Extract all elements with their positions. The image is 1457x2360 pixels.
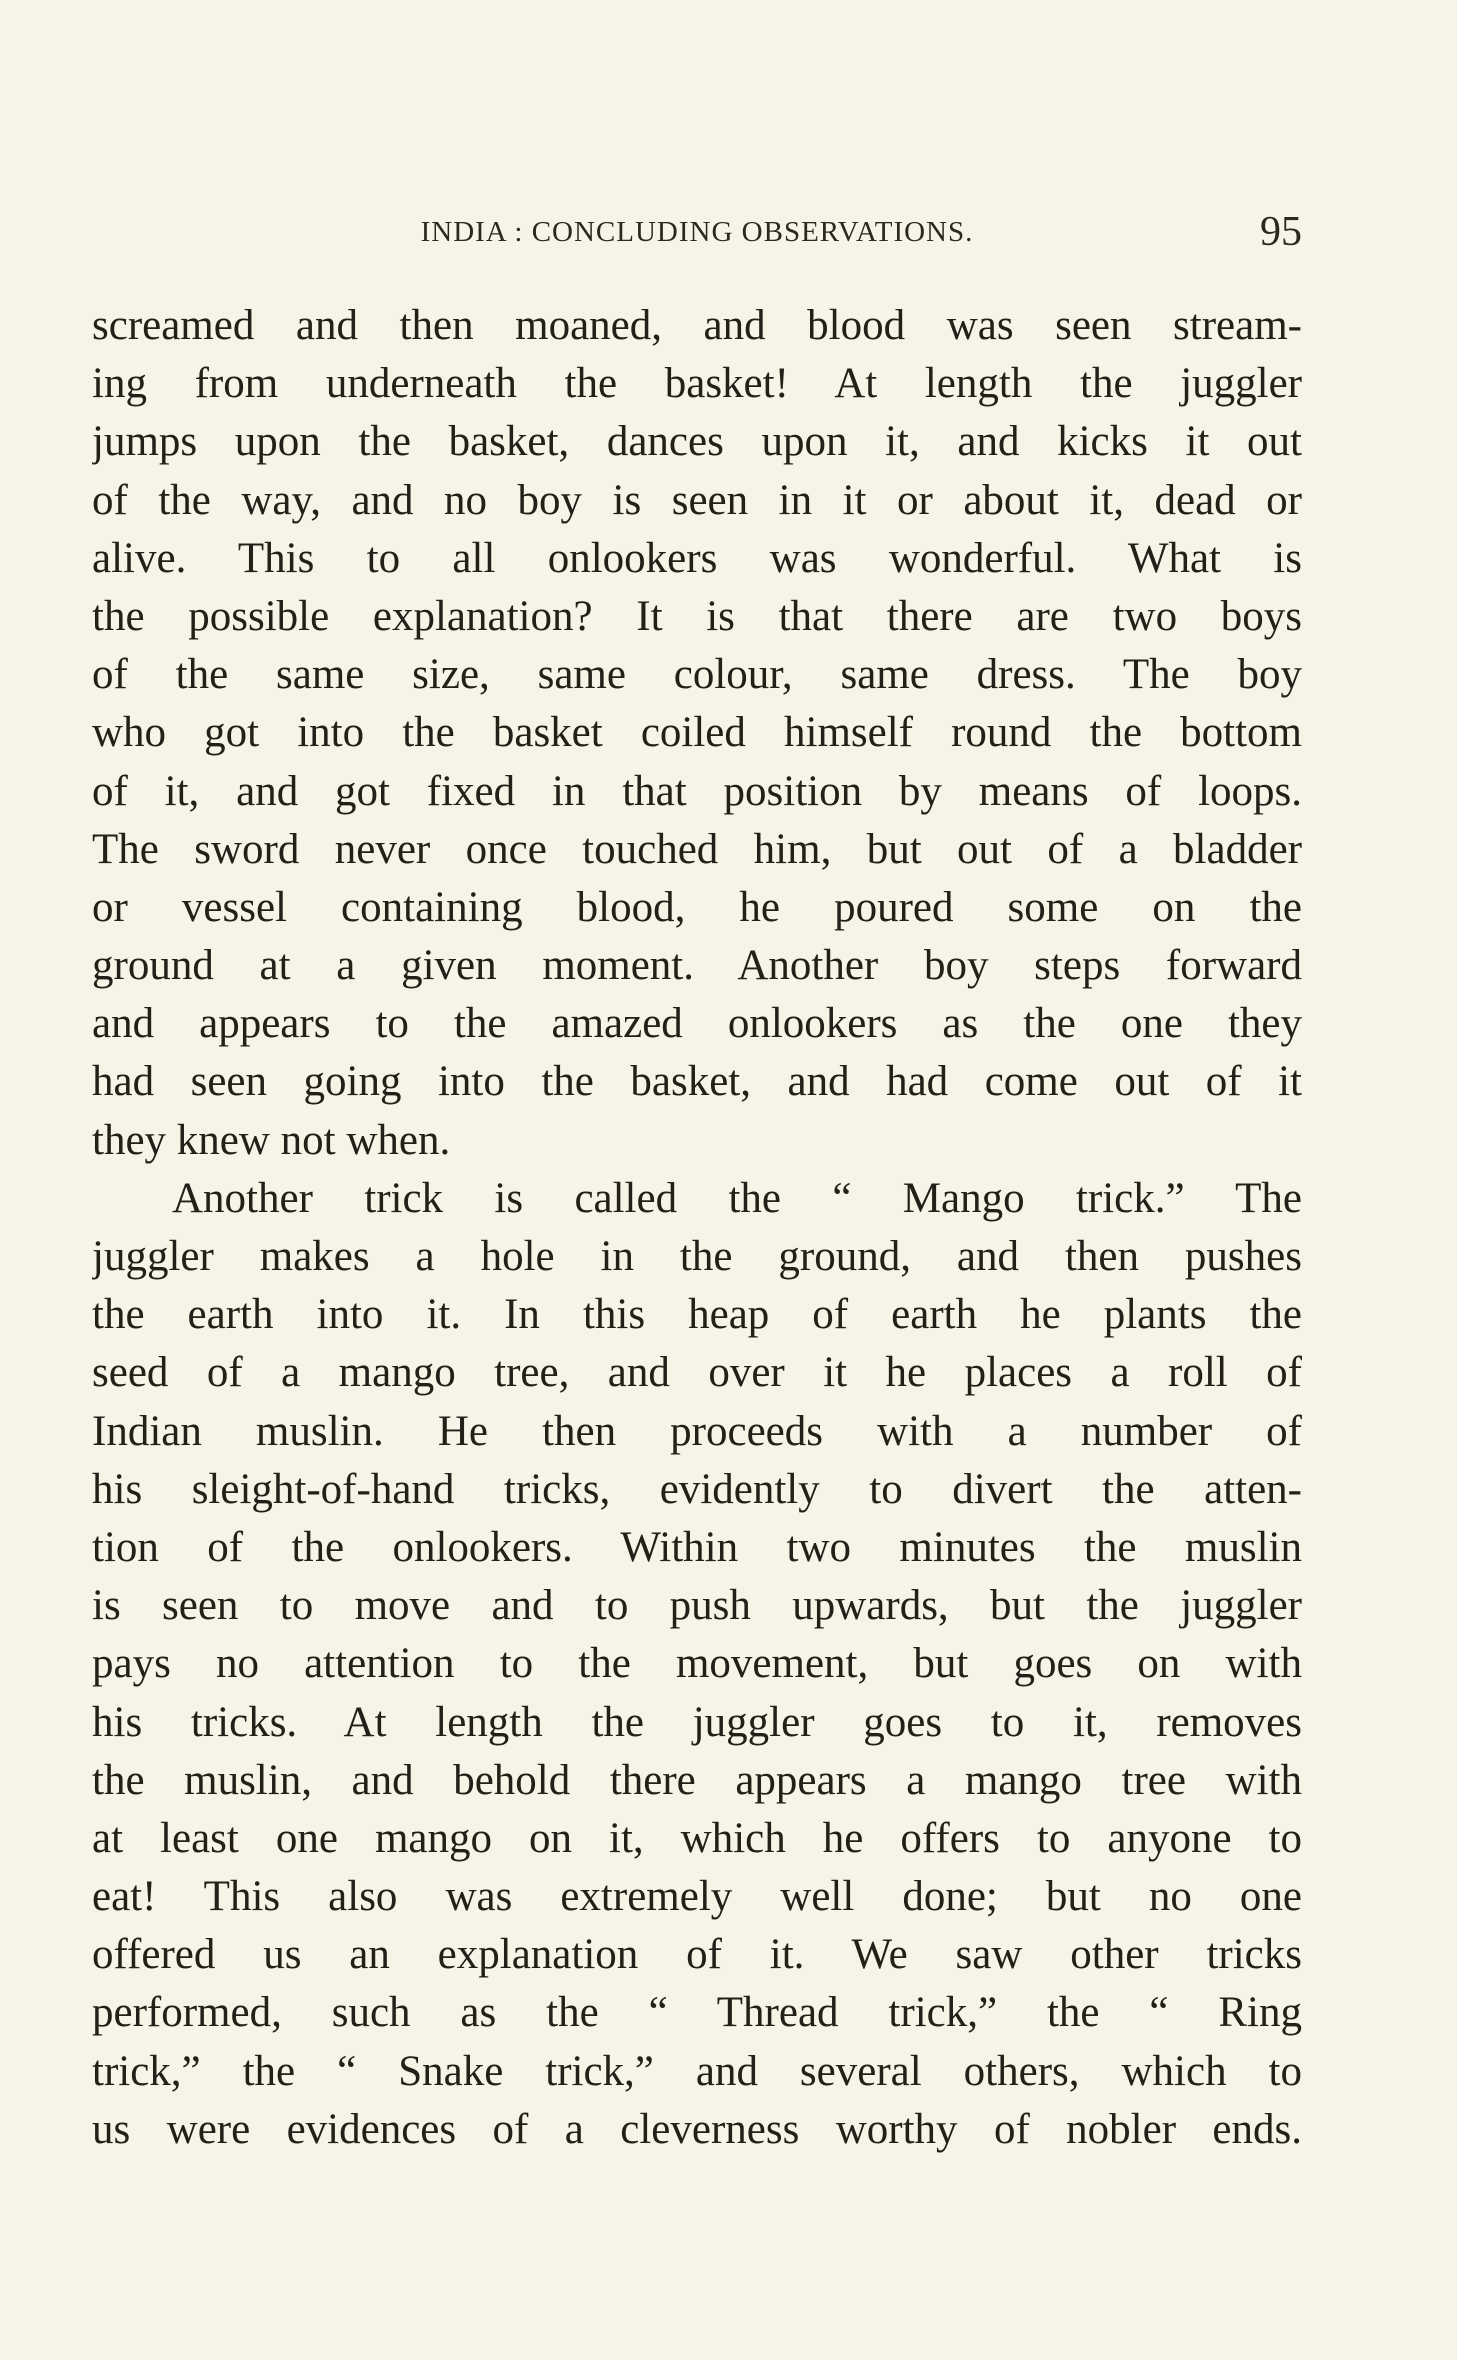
text-line: eat! This also was extremely well done; but no one	[92, 1873, 1302, 1921]
text-line: trick,” the “ Snake trick,” and several others, which to	[92, 2047, 1302, 2095]
text-line: at least one mango on it, which he offers to anyone to	[92, 1814, 1302, 1862]
text-line: the possible explanation? It is that there are two boys	[92, 592, 1302, 640]
text-line: Indian muslin. He then proceeds with a number of	[92, 1407, 1302, 1455]
paragraph-end-line: they knew not when.	[92, 1116, 451, 1164]
text-line: ing from underneath the basket! At length the juggler	[92, 360, 1302, 408]
text-line: performed, such as the “ Thread trick,” the “ Ring	[92, 1989, 1302, 2037]
text-line: the muslin, and behold there appears a mango tree with	[92, 1756, 1302, 1804]
text-line: his sleight-of-hand tricks, evidently to divert the atten-	[92, 1465, 1302, 1513]
running-head: INDIA : CONCLUDING OBSERVATIONS.	[420, 216, 974, 248]
body-text	[92, 297, 1302, 2159]
text-line: The sword never once touched him, but out of a bladder	[92, 825, 1302, 873]
page-number: 95	[1260, 209, 1302, 255]
text-line: the earth into it. In this heap of earth he plants the	[92, 1291, 1302, 1339]
text-line: or vessel containing blood, he poured some on the	[92, 883, 1302, 931]
text-line: of the same size, same colour, same dress. The boy	[92, 651, 1302, 699]
text-line: ground at a given moment. Another boy steps forward	[92, 942, 1302, 990]
text-line: pays no attention to the movement, but goes on with	[92, 1640, 1302, 1688]
text-line: offered us an explanation of it. We saw other tricks	[92, 1931, 1302, 1979]
page-header	[92, 208, 1302, 268]
text-line: us were evidences of a cleverness worthy of nobler ends.	[92, 2105, 1302, 2153]
text-line: of it, and got fixed in that position by means of loops.	[92, 767, 1302, 815]
text-line: is seen to move and to push upwards, but the juggler	[92, 1582, 1302, 1630]
text-line: of the way, and no boy is seen in it or about it, dead or	[92, 476, 1302, 524]
text-line: his tricks. At length the juggler goes to it, removes	[92, 1698, 1302, 1746]
text-line: screamed and then moaned, and blood was seen stream-	[92, 302, 1302, 349]
text-line: seed of a mango tree, and over it he places a roll of	[92, 1349, 1302, 1397]
text-line: who got into the basket coiled himself round the bottom	[92, 709, 1302, 757]
paragraph-start-line: Another trick is called the “ Mango trick.” The	[172, 1174, 1302, 1222]
text-line: juggler makes a hole in the ground, and then pushes	[92, 1233, 1302, 1280]
text-line: jumps upon the basket, dances upon it, and kicks it out	[92, 418, 1302, 466]
text-line: tion of the onlookers. Within two minutes the muslin	[92, 1523, 1302, 1571]
text-line: had seen going into the basket, and had come out of it	[92, 1058, 1302, 1106]
text-line: and appears to the amazed onlookers as the one they	[92, 1000, 1302, 1048]
text-line: alive. This to all onlookers was wonderful. What is	[92, 534, 1302, 582]
